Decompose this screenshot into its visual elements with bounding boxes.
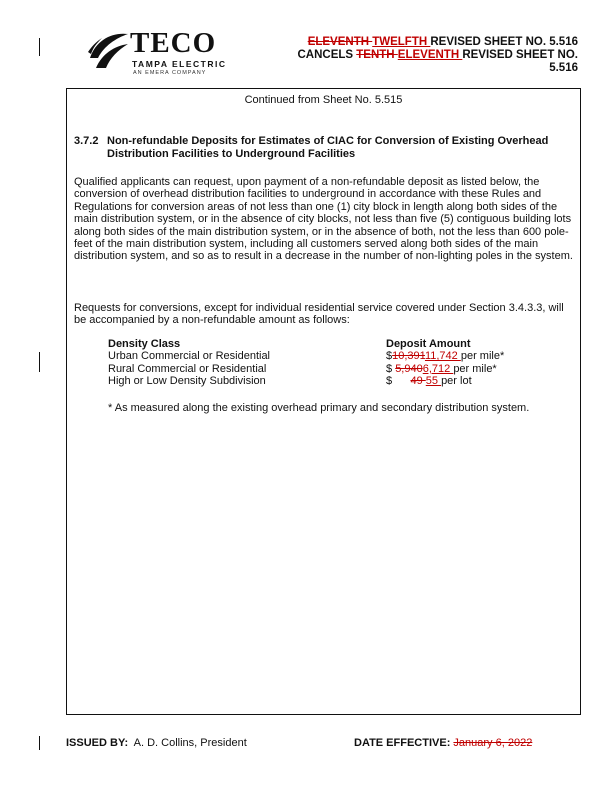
change-bar-table: [39, 352, 40, 372]
row-amount: [386, 375, 472, 387]
change-bar-footer: [39, 736, 40, 750]
amount-strike: 49: [410, 375, 426, 388]
amount-suffix: per mile*: [453, 362, 497, 375]
table-row: [108, 350, 578, 362]
header-line-3: 5.516: [549, 62, 578, 74]
header-strike-2: TENTH: [356, 49, 398, 61]
amount-insert: 11,742: [424, 350, 461, 363]
continued-note: Continued from Sheet No. 5.515: [244, 94, 403, 106]
amount-prefix: $: [386, 375, 411, 388]
row-class: Rural Commercial or Residential: [108, 362, 267, 375]
table-row: [108, 375, 578, 387]
row-amount: [386, 350, 504, 362]
amount-suffix: per mile*: [460, 350, 505, 363]
table-header-row: [108, 338, 578, 350]
effective-label: DATE EFFECTIVE:: [354, 737, 451, 749]
footnote: * As measured along the existing overhead primary and secondary distribution system.: [108, 402, 530, 414]
issued-value: A. D. Collins, President: [133, 737, 247, 749]
logo-tagline: AN EMERA COMPANY: [133, 70, 207, 76]
date-effective: [354, 737, 532, 749]
header-line-1: [258, 36, 578, 49]
header-rest-1: REVISED SHEET NO. 5.516: [430, 36, 578, 48]
section-number: 3.7.2: [74, 135, 99, 147]
header-insert-2: ELEVENTH: [397, 49, 463, 61]
row-amount: [386, 363, 497, 375]
amount-prefix: $: [386, 362, 396, 375]
logo-name: TECO: [130, 27, 217, 59]
amount-suffix: per lot: [441, 375, 472, 388]
header-insert-1: TWELFTH: [372, 36, 431, 48]
sheet-header: [258, 36, 578, 75]
amount-insert: 55: [425, 375, 442, 388]
amount-prefix: $: [386, 350, 393, 363]
amount-strike: 5,940: [395, 362, 423, 375]
change-bar-header: [39, 38, 40, 56]
table-row: [108, 363, 578, 375]
effective-strike: January 6, 2022: [453, 737, 533, 749]
row-class: Urban Commercial or Residential: [108, 350, 271, 363]
row-class: High or Low Density Subdivision: [108, 375, 266, 388]
col-density-class: Density Class: [108, 338, 181, 350]
issued-label: ISSUED BY:: [66, 737, 129, 749]
section-title: Non-refundable Deposits for Estimates of CIAC for Conversion of Existing Overhead Distribution Facilities to Underground Facilities: [107, 135, 549, 160]
teco-logo-icon: [86, 28, 130, 74]
logo-subtitle: TAMPA ELECTRIC: [132, 59, 227, 69]
header-line-2: [258, 49, 578, 62]
col-deposit-amount: Deposit Amount: [386, 338, 471, 350]
header-strike-1: ELEVENTH: [307, 36, 373, 48]
paragraph-1: Qualified applicants can request, upon payment of a non-refundable deposit as listed below, the conversion of overhead distribution facilities to underground in accordance with these Rules and Regulations for conversion areas of not less than one (1) city block in length along both sides of the main distribution system, or in the absence of city blocks, not less than five (5) contiguous building lots along both sides of the main distribution system, or in the absence of both, not the less than 600 pole-feet of the main distribution system, including all customers served along both sides of the main distribution system, and so as to result in a decrease in the number of non-lighting poles in the system.: [74, 176, 573, 263]
amount-strike: 10,391: [392, 350, 425, 363]
issued-by: [66, 737, 247, 749]
paragraph-2: Requests for conversions, except for individual residential service covered under Section 3.4.3.3, will be accompanied by a non-refundable amount as follows:: [74, 302, 564, 327]
header-prefix-2: CANCELS: [297, 49, 357, 61]
deposit-table: [108, 338, 578, 388]
amount-insert: 6,712: [422, 362, 454, 375]
header-rest-2: REVISED SHEET NO.: [462, 49, 578, 61]
